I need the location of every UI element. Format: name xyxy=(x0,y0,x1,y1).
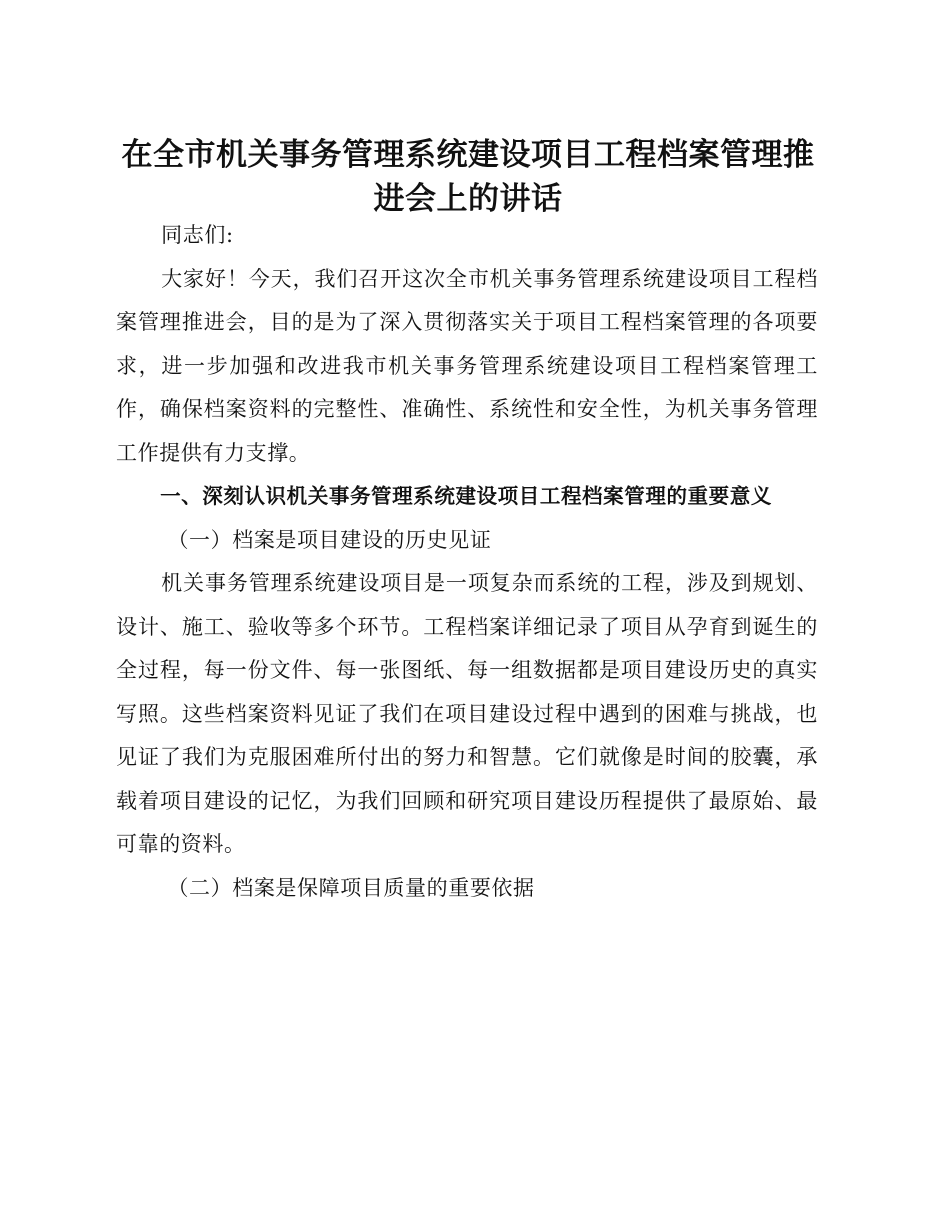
subsection-1-paragraph: 机关事务管理系统建设项目是一项复杂而系统的工程，涉及到规划、设计、施工、验收等多个环节。工程档案详细记录了项目从孕育到诞生的全过程，每一份文件、每一张图纸、每一组数据都是项目建设历史的真实写照。这些档案资料见证了我们在项目建设过程中遇到的困难与挑战，也见证了我们为克服困难所付出的努力和智慧。它们就像是时间的胶囊，承载着项目建设的记忆，为我们回顾和研究项目建设历程提供了最原始、最可靠的资料。 xyxy=(116,571,818,856)
subsection-heading-1: （一）档案是项目建设的历史见证 xyxy=(167,527,492,552)
document-body xyxy=(116,214,818,910)
document-title: 在全市机关事务管理系统建设项目工程档案管理推进会上的讲话 xyxy=(121,137,815,217)
greeting: 同志们: xyxy=(161,223,234,247)
subsection-heading-2: （二）档案是保障项目质量的重要依据 xyxy=(167,875,535,900)
section-heading-1: 一、深刻认识机关事务管理系统建设项目工程档案管理的重要意义 xyxy=(160,484,772,508)
intro-paragraph: 大家好！今天，我们召开这次全市机关事务管理系统建设项目工程档案管理推进会，目的是为了深入贯彻落实关于项目工程档案管理的各项要求，进一步加强和改进我市机关事务管理系统建设项目工程档案管理工作，确保档案资料的完整性、准确性、系统性和安全性，为机关事务管理工作提供有力支撑。 xyxy=(116,266,818,465)
